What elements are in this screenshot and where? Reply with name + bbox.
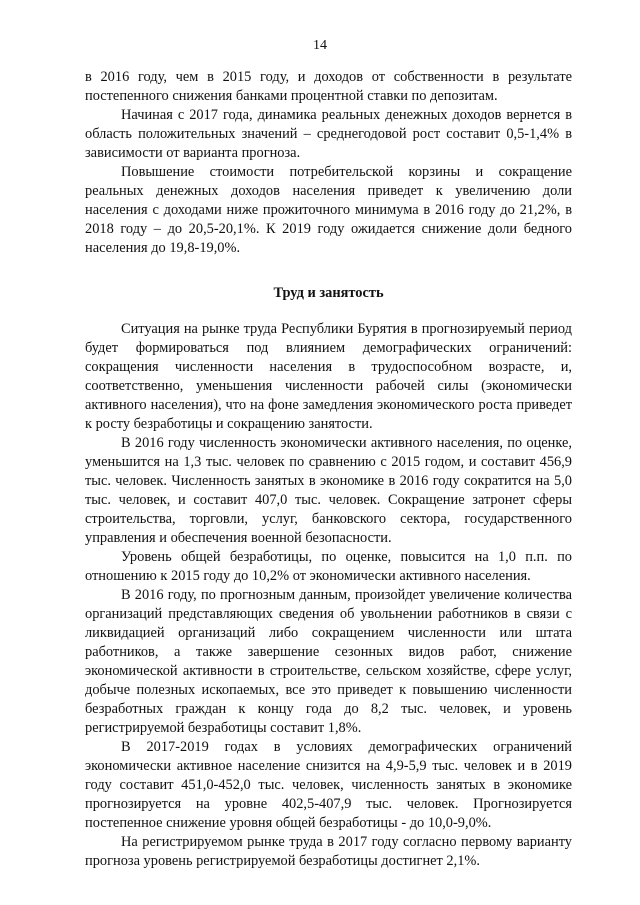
paragraph-income-dynamics: Начиная с 2017 года, динамика реальных денежных доходов вернется в область положительных значений – среднегодовой рост составит 0,5-1,4% в зависимости от варианта прогноза. <box>85 107 572 161</box>
page-number: 14 <box>313 38 327 53</box>
section-heading: Труд и занятость <box>273 285 384 301</box>
paragraph-continuation: в 2016 году, чем в 2015 году, и доходов от собственности в результате постепенного снижения банками процентной ставки по депозитам. <box>85 69 572 104</box>
paragraph-labor-market: Ситуация на рынке труда Республики Бурятия в прогнозируемый период будет формироваться под влиянием демографических ограничений: сокращения численности населения в трудоспособном возрасте, и, соответственно, уменьшения численности рабочей силы (экономически активного населения), что на фоне замедления экономического роста приведет к росту безработицы и сокращению занятости. <box>85 321 572 432</box>
paragraph-unemployment-rate: Уровень общей безработицы, по оценке, повысится на 1,0 п.п. по отношению к 2015 году до 10,2% от экономически активного населения. <box>85 549 572 584</box>
paragraph-active-population: В 2016 году численность экономически активного населения, по оценке, уменьшится на 1,3 тыс. человек по сравнению с 2015 годом, и составит 456,9 тыс. человек. Численность занятых в экономике в 2016 году сократится на 5,0 тыс. человек, и составит 407,0 тыс. человек. Сокращение затронет сферы строительства, торговли, услуг, банковского сектора, государственного управления и обеспечения военной безопасности. <box>85 435 572 546</box>
paragraph-poverty-share: Повышение стоимости потребительской корзины и сокращение реальных денежных доходов населения приведет к увеличению доли населения с доходами ниже прожиточного минимума в 2016 году до 21,2%, в 2018 году – до 20,5-20,1%. К 2019 году ожидается снижение доли бедного населения до 19,8-19,0%. <box>85 164 572 256</box>
paragraph-forecast-2017-2019: В 2017-2019 годах в условиях демографических ограничений экономически активное население снизится на 4,9-5,9 тыс. человек и в 2019 году составит 451,0-452,0 тыс. человек, численность занятых в экономике прогнозируется на уровне 402,5-407,9 тыс. человек. Прогнозируется постепенное снижение уровня общей безработицы - до 10,0-9,0%. <box>85 739 572 831</box>
page-body <box>85 68 572 871</box>
paragraph-registered-market-2017: На регистрируемом рынке труда в 2017 году согласно первому варианту прогноза уровень регистрируемой безработицы достигнет 2,1%. <box>85 834 572 869</box>
paragraph-registered-unemployment: В 2016 году, по прогнозным данным, произойдет увеличение количества организаций представляющих сведения об увольнении работников в связи с ликвидацией организаций либо сокращением численности или штата работников, а также завершение сезонных видов работ, снижение экономической активности в строительстве, сельском хозяйстве, сфере услуг, добыче полезных ископаемых, все это приведет к повышению численности безработных граждан к концу года до 8,2 тыс. человек, и уровень регистрируемой безработицы составит 1,8%. <box>85 587 572 736</box>
